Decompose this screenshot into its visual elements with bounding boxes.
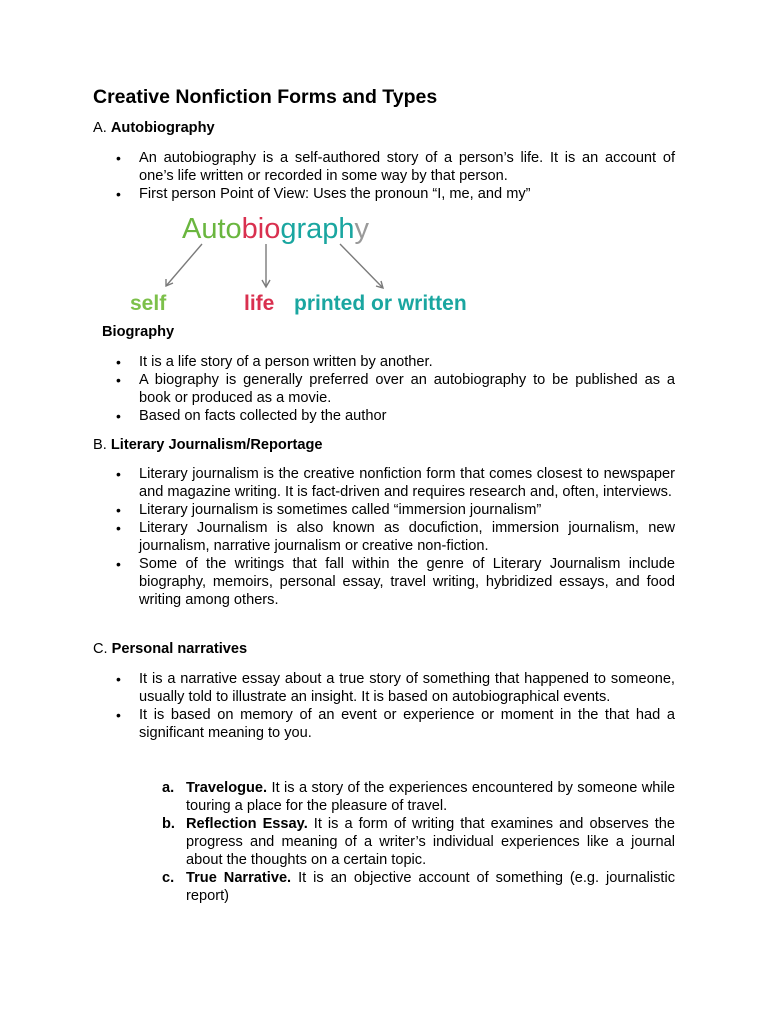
list-item: • It is a life story of a person written by another. (114, 353, 675, 371)
autobiography-diagram (120, 206, 490, 321)
diagram-label-life: life (244, 292, 275, 315)
type-text: It is a form of writing that examines and observes the progress and meaning of a writer’s individual experiences like a journal about the thoughts on a certain topic. (186, 816, 675, 868)
type-term-true-narrative: True Narrative. (186, 870, 292, 886)
list-item: • Based on facts collected by the author (114, 407, 675, 425)
list-item: • A biography is generally preferred over an autobiography to be published as a book or produced as a movie. (114, 371, 675, 407)
section-a-heading (93, 120, 215, 136)
type-term-travelogue: Travelogue. (186, 780, 268, 796)
diagram-word-graph: graph (280, 213, 355, 245)
arrow-to-printed (340, 244, 383, 288)
list-marker: a. (162, 780, 175, 796)
list-item: • Literary Journalism is also known as docufiction, immersion journalism, new journalism, narrative journalism or creative non-fiction. (114, 519, 675, 555)
section-a-name: Autobiography (110, 120, 215, 136)
diagram-word-bio: bio (241, 213, 281, 245)
type-text: It is an objective account of something (e.g. journalistic report) (186, 870, 675, 904)
diagram-label-printed: printed or written (294, 292, 467, 315)
list-item (160, 815, 675, 869)
list-item (160, 779, 675, 815)
list-item: • Literary journalism is sometimes called “immersion journalism” (114, 501, 675, 519)
narrative-types-list (160, 779, 675, 905)
list-item: • Some of the writings that fall within the genre of Literary Journalism include biography, memoirs, personal essay, travel writing, hybridized essays, and food writing among others. (114, 555, 675, 609)
list-marker: c. (162, 870, 175, 886)
section-b-heading (93, 437, 323, 453)
diagram-word (182, 213, 370, 245)
section-c-bullets (114, 670, 675, 742)
page-title: Creative Nonfiction Forms and Types (93, 86, 438, 108)
list-item (160, 869, 675, 905)
section-a-bullets (114, 149, 675, 203)
list-item: • It is a narrative essay about a true story of something that happened to someone, usually told to illustrate an insight. It is based on autobiographical events. (114, 670, 675, 706)
section-b-letter: B. (93, 437, 107, 453)
section-c-heading (93, 641, 247, 657)
type-term-reflection-essay: Reflection Essay. (186, 816, 308, 832)
diagram-word-y: y (354, 213, 370, 245)
section-c-letter: C. (93, 641, 108, 657)
biography-bullets (114, 353, 675, 425)
diagram-label-self: self (130, 292, 167, 315)
list-item: • An autobiography is a self-authored story of a person’s life. It is an account of one’s life written or recorded in some way by that person. (114, 149, 675, 185)
type-text: It is a story of the experiences encountered by someone while touring a place for the pleasure of travel. (186, 780, 675, 814)
section-b-name: Literary Journalism/Reportage (110, 437, 323, 453)
diagram-arrows (166, 244, 383, 288)
list-item: • Literary journalism is the creative nonfiction form that comes closest to newspaper and magazine writing. It is fact-driven and requires research and, often, interviews. (114, 465, 675, 501)
arrow-to-self (166, 244, 202, 286)
list-marker: b. (162, 816, 175, 832)
biography-heading: Biography (102, 324, 175, 340)
list-item: • It is based on memory of an event or experience or moment in the that had a significant meaning to you. (114, 706, 675, 742)
list-item: • First person Point of View: Uses the pronoun “I, me, and my” (114, 185, 675, 203)
diagram-word-auto: Auto (182, 213, 242, 245)
section-b-bullets (114, 465, 675, 609)
section-a-letter: A. (93, 120, 107, 136)
section-c-name: Personal narratives (111, 641, 248, 657)
